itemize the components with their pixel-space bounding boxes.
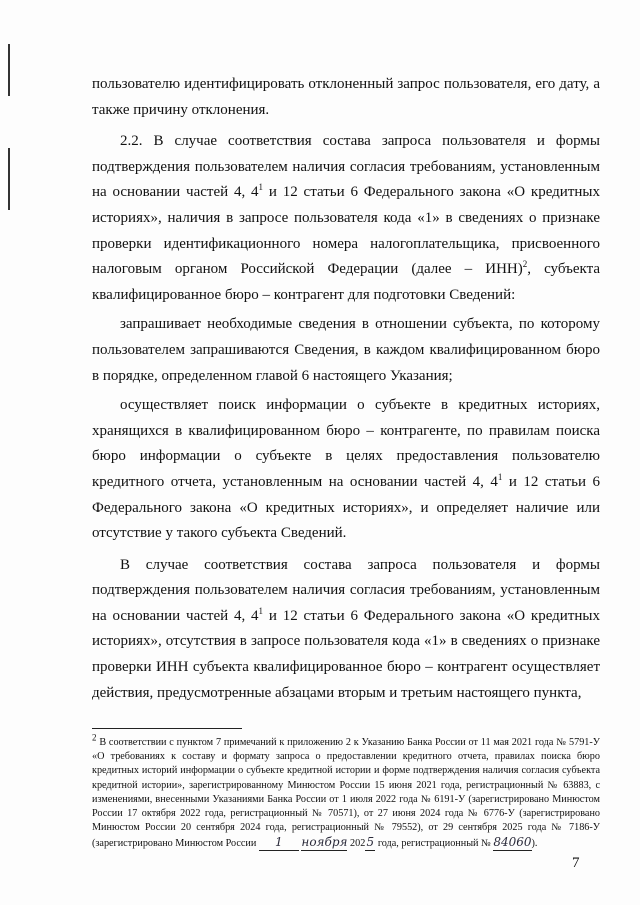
paragraph-text: и 12 статьи 6 Федерального закона «О кредитных историях», и определяет наличие или отсутствие у такого субъекта Сведений. bbox=[92, 473, 600, 542]
document-body bbox=[92, 72, 600, 710]
footnote bbox=[92, 732, 600, 852]
handwritten-year-digit: 5 bbox=[366, 835, 375, 850]
page-number: 7 bbox=[572, 855, 580, 871]
handwritten-registration-number: 84060 bbox=[493, 835, 532, 850]
paragraph-text: и 12 статьи 6 Федерального закона «О кредитных историях», наличия в запросе пользователя кода «1» в сведениях о признаке проверки идентификационного номера налогоплательщика, присвоенного налоговым органом Российской Федерации (далее – ИНН) bbox=[92, 184, 600, 278]
footnote-text: В соответствии с пунктом 7 примечаний к приложению 2 к Указанию Банка России от 11 мая 2021 года № 5791-У «О требованиях к составу и формату запроса о предоставлении кредитного отчета, правилах поиска бюро кредитных историй информации о субъекте кредитной истории и форме подтверждения наличия согласия субъекта кредитной истории», зарегистрированному Минюстом России 15 июня 2021 года, регистрационный № 63883, с изменениями, внесенными Указаниями Банка России от 1 июля 2022 года № 6191-У (зарегистрировано Минюстом России 17 октября 2022 года, регистрационный № 70571), от 27 июня 2024 года № 6776-У (зарегистрировано Минюстом России 20 сентября 2024 года, регистрационный № 79552), от 29 сентября 2025 года № 7186-У (зарегистрировано Минюстом России bbox=[92, 737, 600, 850]
footnote-text: года, регистрационный № bbox=[375, 838, 494, 850]
paragraph bbox=[92, 72, 600, 123]
margin-binding-mark bbox=[8, 148, 10, 210]
footnote-divider bbox=[92, 728, 242, 729]
footnote-text: 202 bbox=[347, 838, 366, 850]
paragraph-text: , субъекта квалифицированное бюро – контрагент для подготовки Сведений: bbox=[92, 261, 600, 303]
paragraph-text: 2.2. В случае соответствия состава запроса пользователя и формы подтверждения пользователем наличия согласия требованиям, установленным на основании частей 4, 4 bbox=[92, 133, 600, 201]
paragraph-text: и 12 статьи 6 Федерального закона «О кредитных историях», отсутствия в запросе пользователя кода «1» в сведениях о признаке проверки ИНН субъекта квалифицированное бюро – контрагент осуществляет действия, предусмотренные абзацами вторым и третьим настоящего пункта, bbox=[92, 607, 600, 701]
handwritten-day: 1 bbox=[259, 835, 299, 850]
footnote-marker: 2 bbox=[92, 732, 97, 743]
paragraph-text: осуществляет поиск информации о субъекте в кредитных историях, хранящихся в квалифицированном бюро – контрагенте, по правилам поиска бюро информации о субъекте в целях предоставления пользователю кредитного отчета, установленным на основании частей 4, 4 bbox=[92, 397, 600, 490]
superscript: 1 bbox=[258, 605, 264, 616]
footnote-text: ). bbox=[531, 838, 538, 850]
margin-binding-mark bbox=[8, 44, 10, 96]
paragraph-2-2 bbox=[92, 129, 600, 308]
paragraph-text: пользователю идентифицировать отклоненный запрос пользователя, его дату, а также причину отклонения. bbox=[92, 76, 600, 118]
paragraph bbox=[92, 553, 600, 707]
paragraph-text: запрашивает необходимые сведения в отношении субъекта, по которому пользователем запрашиваются Сведения, в каждом квалифицированном бюро в порядке, определенном главой 6 настоящего Указания; bbox=[92, 316, 600, 384]
handwritten-month: ноября bbox=[301, 835, 348, 850]
footnote-reference: 2 bbox=[522, 259, 528, 270]
paragraph bbox=[92, 393, 600, 547]
paragraph bbox=[92, 312, 600, 389]
paragraph-text: В случае соответствия состава запроса пользователя и формы подтверждения пользователем наличия согласия требованиям, установленным на основании частей 4, 4 bbox=[92, 556, 600, 624]
superscript: 1 bbox=[497, 471, 503, 482]
superscript: 1 bbox=[258, 182, 264, 193]
